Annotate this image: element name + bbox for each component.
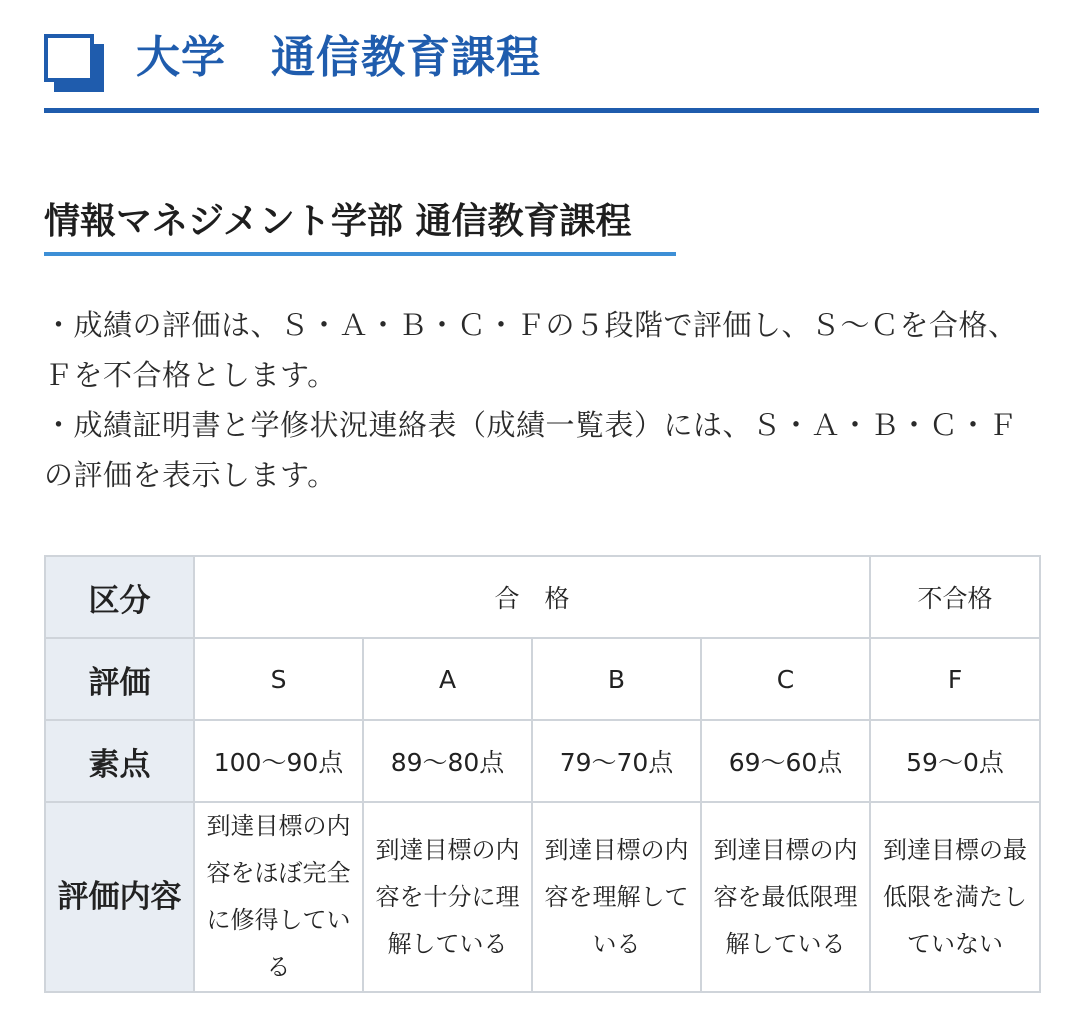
score-cell: 100～90点 — [194, 720, 363, 802]
score-cell: 79～70点 — [532, 720, 701, 802]
page-header — [44, 28, 1039, 114]
grade-table — [44, 555, 1041, 993]
cell-fail: 不合格 — [870, 556, 1040, 638]
content-cell: 到達目標の内容を理解している — [532, 802, 701, 992]
note-transcript: ・成績証明書と学修状況連絡表（成績一覧表）には、Ｓ・Ａ・Ｂ・Ｃ・Ｆの評価を表示します。 — [44, 408, 1018, 492]
row-header-score: 素点 — [45, 720, 194, 802]
notes — [44, 300, 1044, 500]
page-title: 大学 通信教育課程 — [136, 32, 541, 83]
row-header-category: 区分 — [45, 556, 194, 638]
table-row-grade — [45, 638, 1040, 720]
table-row-score — [45, 720, 1040, 802]
section-underline — [44, 252, 676, 256]
grade-cell: C — [701, 638, 870, 720]
row-header-content: 評価内容 — [45, 802, 194, 992]
cell-pass: 合 格 — [194, 556, 870, 638]
content-cell: 到達目標の内容を最低限理解している — [701, 802, 870, 992]
content-cell: 到達目標の最低限を満たしていない — [870, 802, 1040, 992]
section-title: 情報マネジメント学部 通信教育課程 — [44, 201, 632, 242]
table-row-content — [45, 802, 1040, 992]
row-header-grade: 評価 — [45, 638, 194, 720]
table-row-category — [45, 556, 1040, 638]
content-cell: 到達目標の内容を十分に理解している — [363, 802, 532, 992]
square-outline-icon — [44, 34, 104, 92]
grade-cell: S — [194, 638, 363, 720]
grade-cell: F — [870, 638, 1040, 720]
grade-cell: B — [532, 638, 701, 720]
grade-cell: A — [363, 638, 532, 720]
score-cell: 59～0点 — [870, 720, 1040, 802]
header-divider — [44, 108, 1039, 113]
note-grading: ・成績の評価は、Ｓ・Ａ・Ｂ・Ｃ・Ｆの５段階で評価し、Ｓ～Ｃを合格、Ｆを不合格とします。 — [44, 308, 1018, 392]
score-cell: 69～60点 — [701, 720, 870, 802]
score-cell: 89～80点 — [363, 720, 532, 802]
content-cell: 到達目標の内容をほぼ完全に修得している — [194, 802, 363, 992]
